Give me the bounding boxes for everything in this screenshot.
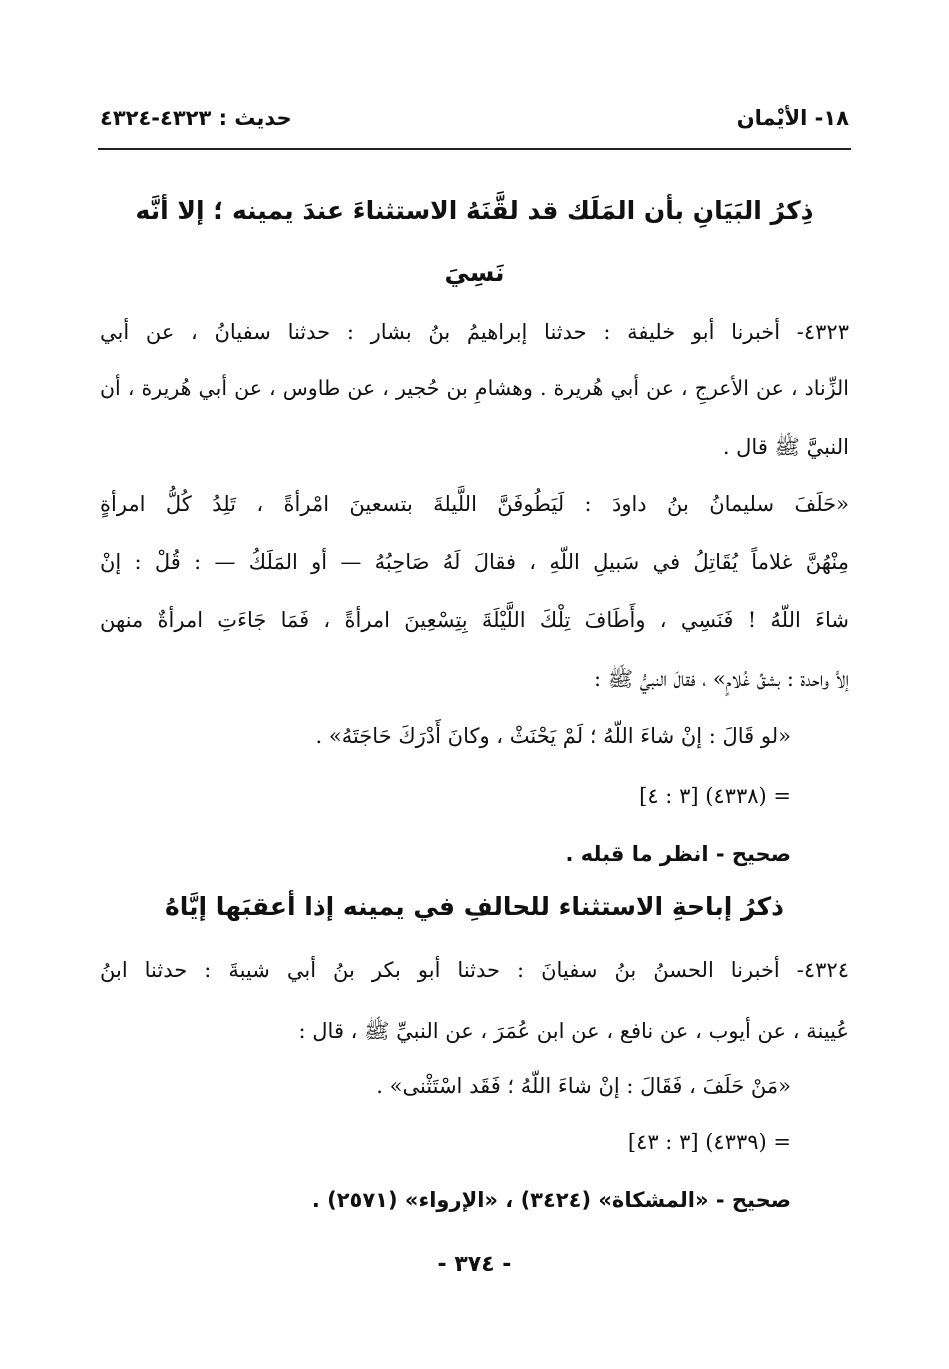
- reference-line: = (٤٣٣٨) [٣ : ٤]: [639, 784, 791, 808]
- prophetic-quote: «لو قَالَ : إنْ شاءَ اللّهُ ؛ لَمْ يَحْنَثْ ، وكانَ أَدْرَكَ حَاجَتَهُ» .: [315, 724, 791, 748]
- header-rule: [98, 148, 851, 150]
- isnad-line: ٤٣٢٣- أخبرنا أبو خليفة : حدثنا إبراهيمُ بنُ بشار : حدثنا سفيانُ ، عن أبي: [100, 320, 849, 344]
- section-title: ذِكرُ البَيَانِ بأن المَلَك قد لقَّنَهُ الاستثناءَ عندَ يمينه ؛ إلا أنَّه: [135, 196, 814, 225]
- reference-line: = (٤٣٣٩) [٣ : ٤٣]: [627, 1130, 791, 1154]
- grading-line: صحيح - «المشكاة» (٣٤٢٤) ، «الإرواء» (٢٥٧١) .: [311, 1188, 791, 1212]
- section-title: ذكرُ إباحةِ الاستثناء للحالفِ في يمينه إذا أعقبَها إيَّاهُ: [165, 892, 784, 921]
- isnad-line: النبيَّ ﷺ قال .: [722, 435, 849, 459]
- matn-line: «حَلَفَ سليمانُ بنُ داودَ : لَيَطُوفَنَّ اللَّيلةَ بتسعينَ امْرأةً ، تَلِدُ كُلُّ امرأةٍ: [100, 492, 849, 516]
- isnad-line: عُيينة ، عن أيوب ، عن نافع ، عن ابن عُمَرَ ، عن النبيِّ ﷺ ، قال :: [298, 1019, 849, 1043]
- matn-line: مِنْهُنَّ غلاماً يُقَاتِلُ في سَبيلِ اللّهِ ، فقالَ لَهُ صَاحِبُهُ — أو المَلَكُ — : قُلْ : إنْ: [100, 550, 849, 574]
- matn-line: إلاَّ واحدة : بشقِّ غُلامٍ» ، فقالَ النبيُّ ﷺ :: [594, 667, 849, 691]
- prophetic-quote: «مَنْ حَلَفَ ، فَقَالَ : إنْ شاءَ اللّهُ ؛ فَقَد اسْتَثْنى» .: [376, 1074, 791, 1098]
- chapter-header: ١٨- الأيْمان: [736, 106, 849, 130]
- page-number: - ٣٧٤ -: [437, 1252, 512, 1277]
- matn-line: شاءَ اللّهُ ! فَنَسِي ، وأَطَافَ تِلْكَ اللَّيْلَةَ بِتِسْعِينَ امرأةً ، فَمَا جَاءَتِ امرأةٌ منهن: [100, 608, 849, 632]
- hadith-range-header: حديث : ٤٣٢٣-٤٣٢٤: [100, 106, 292, 130]
- section-title: نَسِيَ: [444, 258, 505, 287]
- isnad-line: ٤٣٢٤- أخبرنا الحسنُ بنُ سفيانَ : حدثنا أبو بكر بنُ أبي شيبةَ : حدثنا ابنُ: [100, 958, 849, 982]
- isnad-line: الزِّناد ، عن الأعرجِ ، عن أبي هُريرة . وهشامِ بن حُجير ، عن طاوس ، عن أبي هُريرة ، أن: [100, 376, 849, 400]
- grading-line: صحيح - انظر ما قبله .: [565, 842, 791, 866]
